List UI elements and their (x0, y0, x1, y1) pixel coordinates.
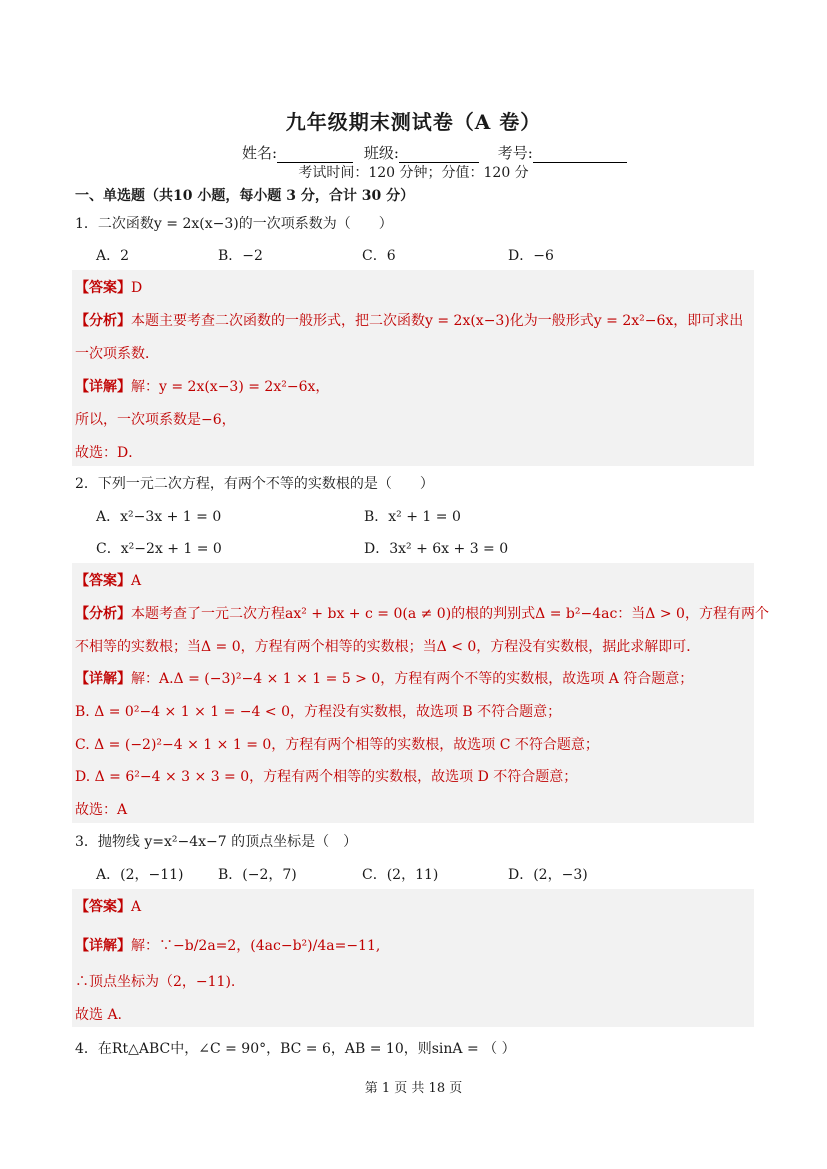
question-3-stem: 3．抛物线 y=x²−4x−7 的顶点坐标是（ ） (75, 834, 358, 850)
q3-solution-box (72, 889, 754, 1027)
q3-answer: 【答案】A (75, 899, 142, 915)
name-blank[interactable] (277, 146, 353, 163)
exam-meta: 考试时间：120 分钟；分值：120 分 (298, 165, 529, 181)
q2-option-d: D．3x² + 6x + 3 = 0 (364, 541, 509, 557)
id-label: 考号: (497, 144, 533, 162)
q1-analysis-line-2: 一次项系数． (75, 346, 159, 362)
q2-answer: 【答案】A (75, 573, 142, 589)
class-label: 班级: (363, 144, 399, 162)
q2-analysis-line-1: 【分析】本题考查了一元二次方程ax² + bx + c = 0(a ≠ 0)的根的判别式Δ = b²−4ac：当Δ > 0，方程有两个 (75, 606, 769, 622)
question-4-stem: 4．在Rt△ABC中，∠C = 90°，BC = 6，AB = 10，则sinA = （ ） (75, 1041, 516, 1057)
q3-detail-line-2: ∴顶点坐标为（2，−11). (75, 974, 236, 990)
q1-detail-line-3: 故选：D． (75, 445, 143, 461)
q2-option-b: B．x² + 1 = 0 (364, 509, 461, 525)
q1-answer: 【答案】D (75, 280, 143, 296)
q1-analysis-line-1: 【分析】本题主要考查二次函数的一般形式，把二次函数y = 2x(x−3)化为一般形式y = 2x²−6x，即可求出 (75, 313, 744, 329)
q1-option-d: D．−6 (508, 248, 554, 264)
student-info-line (242, 142, 627, 163)
page-title: 九年级期末测试卷（A 卷） (285, 110, 542, 134)
q1-detail-line-1: 【详解】解：y = 2x(x−3) = 2x²−6x， (75, 379, 330, 395)
page-footer: 第 1 页 共 18 页 (364, 1081, 463, 1096)
q2-option-a: A．x²−3x + 1 = 0 (96, 509, 222, 525)
q1-option-c: C．6 (362, 248, 396, 264)
q2-detail-line-4: D. Δ = 6²−4 × 3 × 3 = 0，方程有两个相等的实数根，故选项 D 不符合题意； (75, 769, 578, 785)
q3-option-d: D．(2，−3) (508, 867, 588, 883)
q1-detail-line-2: 所以，一次项系数是−6， (75, 412, 236, 428)
q2-detail-line-5: 故选：A (75, 802, 128, 818)
q1-option-a: A．2 (96, 248, 130, 264)
q2-detail-line-2: B. Δ = 0²−4 × 1 × 1 = −4 < 0，方程没有实数根，故选项 B 不符合题意； (75, 704, 562, 720)
question-1-stem: 1．二次函数y = 2x(x−3)的一次项系数为（ ） (75, 216, 393, 232)
id-blank[interactable] (533, 146, 627, 163)
question-2-stem: 2．下列一元二次方程，有两个不等的实数根的是（ ） (75, 476, 434, 492)
q3-option-a: A．(2，−11) (96, 867, 184, 883)
q1-option-b: B．−2 (218, 248, 263, 264)
q3-detail-line-1: 【详解】解：∵−b/2a=2，(4ac−b²)/4a=−11, (75, 938, 381, 954)
q3-detail-line-3: 故选 A. (75, 1007, 123, 1023)
q2-detail-line-3: C. Δ = (−2)²−4 × 1 × 1 = 0，方程有两个相等的实数根，故选项 C 不符合题意； (75, 737, 599, 753)
section-title: 一、单选题（共10 小题，每小题 3 分，合计 30 分） (75, 188, 415, 204)
name-label: 姓名: (242, 144, 278, 162)
q2-option-c: C．x²−2x + 1 = 0 (96, 541, 222, 557)
q3-option-b: B．(−2，7) (218, 867, 297, 883)
q1-solution-box (72, 270, 754, 466)
q3-option-c: C．(2，11) (362, 867, 439, 883)
q2-detail-line-1: 【详解】解：A.Δ = (−3)²−4 × 1 × 1 = 5 > 0，方程有两个不等的实数根，故选项 A 符合题意； (75, 671, 694, 687)
q2-analysis-line-2: 不相等的实数根；当Δ = 0，方程有两个相等的实数根；当Δ < 0，方程没有实数根，据此求解即可． (75, 639, 701, 655)
class-blank[interactable] (399, 146, 479, 163)
